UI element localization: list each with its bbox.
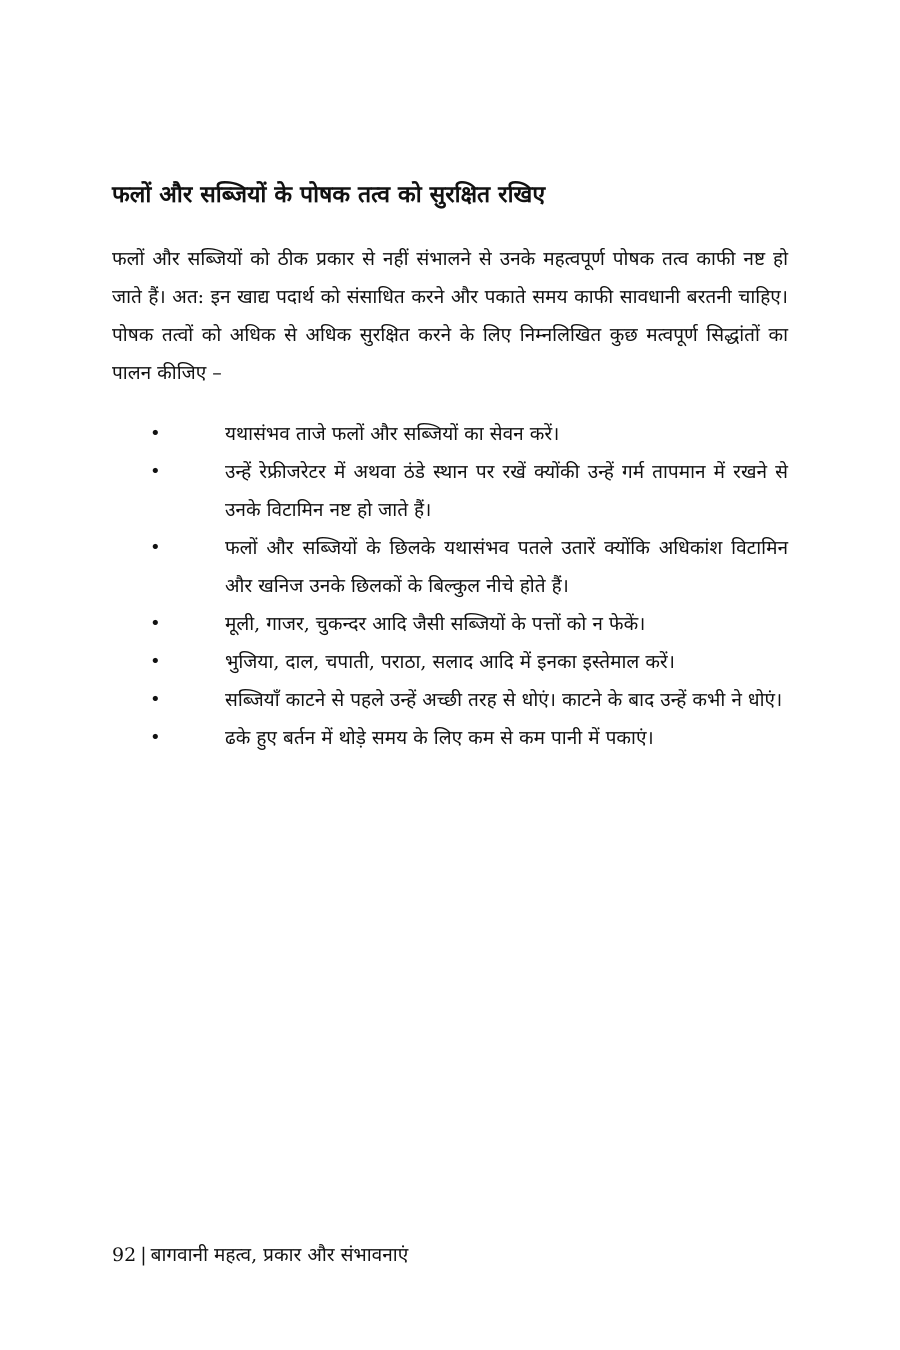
- list-item-text: यथासंभव ताजे फलों और सब्जियों का सेवन करें।: [225, 423, 560, 445]
- bullet-list: [112, 415, 788, 757]
- book-title: बागवानी महत्व, प्रकार और संभावनाएं: [150, 1244, 409, 1266]
- section-heading: फलों और सब्जियों के पोषक तत्व को सुरक्षित रखिए: [112, 182, 546, 208]
- list-item-text: फलों और सब्जियों के छिलके यथासंभव पतले उतारें क्योंकि अधिकांश विटामिन और खनिज उनके छिलकों के बिल्कुल नीचे होते हैं।: [225, 537, 788, 597]
- bullet-icon: •: [150, 727, 161, 748]
- list-item: [112, 605, 788, 643]
- page-footer: [112, 1240, 802, 1270]
- list-item-text: उन्हें रेफ्रीजरेटर में अथवा ठंडे स्थान पर रखें क्योंकी उन्हें गर्म तापमान में रखने से उनके विटामिन नष्ट हो जाते हैं।: [225, 461, 788, 521]
- page-number: 92: [112, 1244, 137, 1266]
- bullet-icon: •: [150, 613, 161, 634]
- list-item-text: भुजिया, दाल, चपाती, पराठा, सलाद आदि में इनका इस्तेमाल करें।: [225, 651, 675, 673]
- bullet-icon: •: [150, 461, 161, 482]
- list-item: [112, 719, 788, 757]
- bullet-icon: •: [150, 423, 161, 444]
- list-item: [112, 453, 788, 529]
- bullet-icon: •: [150, 689, 161, 710]
- bullet-icon: •: [150, 537, 161, 558]
- intro-paragraph: फलों और सब्जियों को ठीक प्रकार से नहीं संभालने से उनके महत्वपूर्ण पोषक तत्व काफी नष्ट हो जाते हैं। अत: इन खाद्य पदार्थ को संसाधित करने और पकाते समय काफी सावधानी बरतनी चाहिए। पोषक तत्वों को अधिक से अधिक सुरक्षित करने के लिए निम्नलिखित कुछ मत्वपूर्ण सिद्धांतों का पालन कीजिए –: [112, 248, 788, 384]
- list-item: [112, 415, 788, 453]
- bullet-icon: •: [150, 651, 161, 672]
- list-item-text: ढके हुए बर्तन में थोड़े समय के लिए कम से कम पानी में पकाएं।: [225, 727, 654, 749]
- list-item: [112, 643, 788, 681]
- footer-separator: |: [140, 1244, 147, 1266]
- list-item-text: मूली, गाजर, चुकन्दर आदि जैसी सब्जियों के पत्तों को न फेकें।: [225, 613, 646, 635]
- list-item: [112, 681, 788, 719]
- list-item-text: सब्जियाँ काटने से पहले उन्हें अच्छी तरह से धोएं। काटने के बाद उन्हें कभी ने धोएं।: [225, 689, 783, 711]
- list-item: [112, 529, 788, 605]
